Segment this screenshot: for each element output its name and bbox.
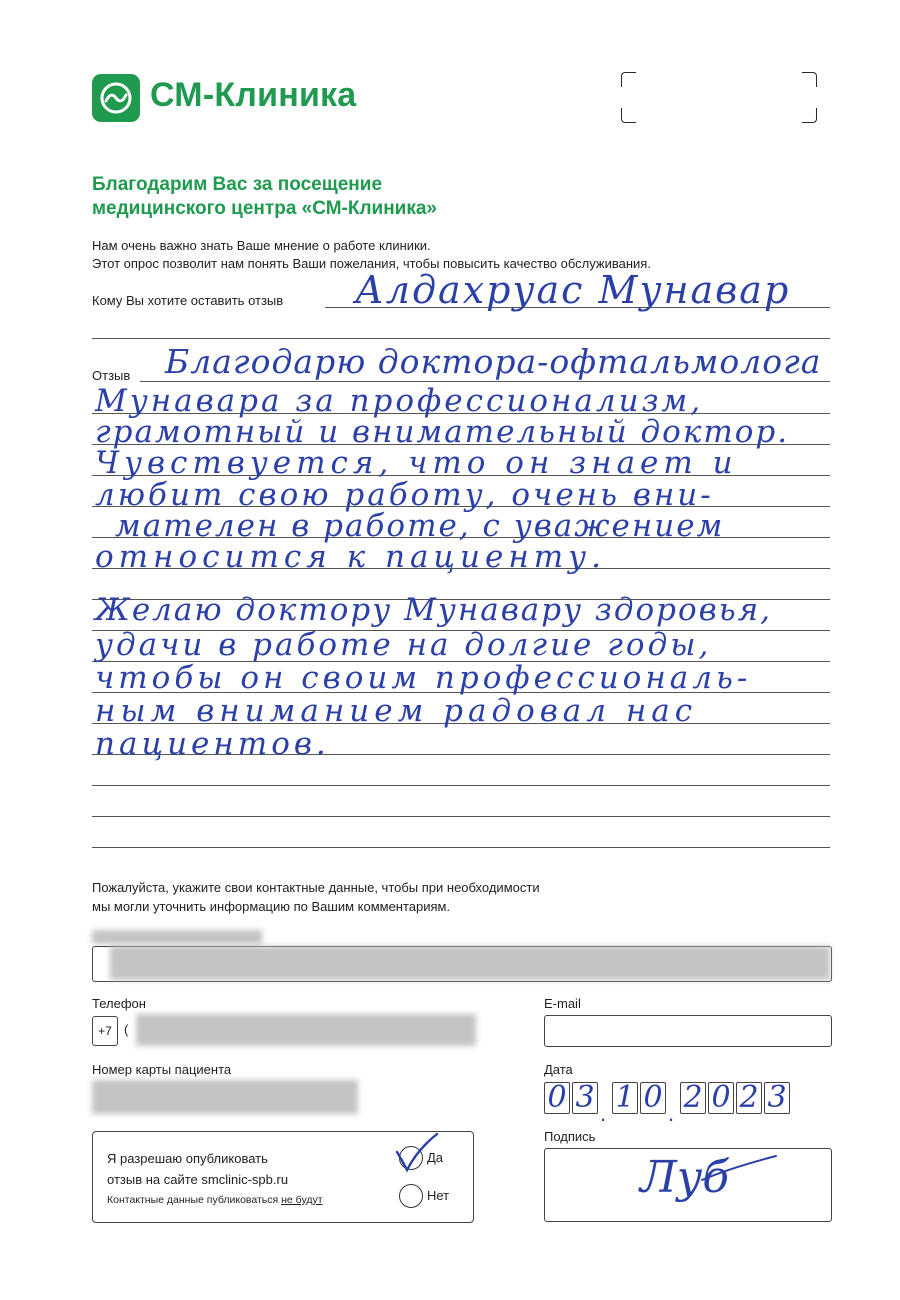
contact-intro [92,878,540,916]
recipient-value[interactable]: Алдахруас Мунавар [355,268,791,312]
review-text-line: Чувствуется, что он знает и [95,445,738,481]
contact-intro-line: мы могли уточнить информацию по Вашим комментариям. [92,899,451,914]
date-digit[interactable]: 3 [764,1082,790,1114]
signature-value: Луб [640,1152,730,1203]
intro-line: Этот опрос позволит нам понять Ваши пожелания, чтобы повысить качество обслуживания. [92,256,651,271]
review-text-line: любит свою работу, очень вни- [95,477,714,513]
consent-line: Я разрешаю опубликовать [107,1151,268,1166]
brand-name: СМ-Клиника [150,76,357,114]
full-name-redacted [110,946,830,980]
phone-label: Телефон [92,996,146,1011]
recipient-line [92,338,830,339]
review-text-line: пациентов. [95,726,330,762]
smclinic-logo-icon [92,74,140,122]
patient-card-label: Номер карты пациента [92,1062,232,1077]
phone-open-paren: ( [124,1022,129,1037]
intro-line: Нам очень важно знать Ваше мнение о работе клиники. [92,238,431,253]
recipient-label: Кому Вы хотите оставить отзыв [92,293,284,308]
email-label: E-mail [544,996,581,1011]
qr-frame-corner [621,108,636,123]
review-line [92,785,830,786]
consent-note-prefix: Контактные данные публиковаться [107,1194,282,1206]
review-line [140,381,830,382]
date-digit[interactable]: 0 [640,1082,666,1114]
consent-yes-label: Да [427,1150,444,1165]
signature-stroke [700,1150,780,1190]
review-text-line: чтобы он своим профессиональ- [95,660,752,696]
email-field[interactable] [544,1015,832,1047]
date-digit[interactable]: 1 [612,1082,638,1114]
review-text-line: грамотный и внимательный доктор. [95,414,790,450]
date-digit[interactable]: 0 [708,1082,734,1114]
review-text-line: Желаю доктору Мунавару здоровья, [95,592,772,628]
qr-frame-corner [802,108,817,123]
review-line [92,847,830,848]
date-separator: . [600,1101,607,1126]
review-text-line: Благодарю доктора-офтальмолога [165,342,822,381]
qr-frame-corner [802,72,817,87]
contact-intro-line: Пожалуйста, укажите свои контактные данные, чтобы при необходимости [92,880,540,895]
consent-note [107,1194,323,1206]
review-label: Отзыв [92,368,131,383]
name-label-redacted [92,930,262,944]
review-text-line: удачи в работе на долгие годы, [95,627,712,663]
date-label: Дата [544,1062,573,1077]
qr-frame-corner [621,72,636,87]
phone-country-code: +7 [92,1016,118,1046]
date-digit[interactable]: 0 [544,1082,570,1114]
review-text-line: ным вниманием радовал нас [95,693,698,729]
consent-text [107,1148,288,1190]
publish-consent-box [92,1131,474,1223]
review-text-line: Мунавара за профессионализм, [95,383,704,419]
review-text-line: относится к пациенту. [95,539,607,575]
review-line [92,816,830,817]
page-title-line: медицинского центра «СМ-Клиника» [92,198,437,219]
page-title [92,173,437,221]
signature-label: Подпись [544,1129,596,1144]
consent-note-emphasis: не будут [281,1194,323,1206]
consent-no-label: Нет [427,1188,450,1203]
consent-no-radio[interactable] [399,1184,423,1208]
date-digit[interactable]: 2 [680,1082,706,1114]
patient-card-redacted[interactable] [92,1080,358,1114]
review-text-line: мателен в работе, с уважением [115,508,725,544]
date-digit[interactable]: 2 [736,1082,762,1114]
consent-line: отзыв на сайте smclinic-spb.ru [107,1172,289,1187]
phone-redacted[interactable] [136,1014,476,1046]
page-title-line: Благодарим Вас за посещение [92,174,383,195]
date-digit[interactable]: 3 [572,1082,598,1114]
date-separator: . [668,1101,675,1126]
